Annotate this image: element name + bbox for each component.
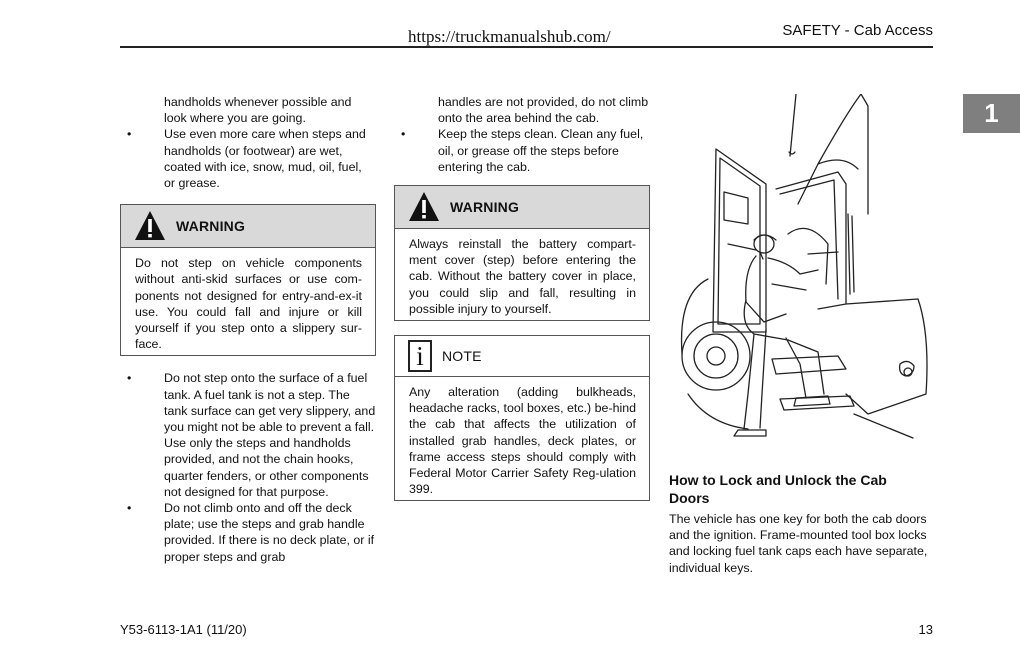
header-rule xyxy=(120,46,933,48)
section-heading: How to Lock and Unlock the Cab Doors xyxy=(669,472,887,506)
warning-box xyxy=(394,185,650,321)
warning-text: Do not step on vehicle components without anti-skid surfaces or use com-ponents not designed for entry-and-ex-it use. You could fall and injure or kill yourself if you step onto a slippery sur-face. xyxy=(135,256,362,352)
list-item-text: Keep the steps clean. Clean any fuel, oil, or grease off the steps before entering the cab. xyxy=(438,127,644,174)
list-item xyxy=(394,126,650,175)
note-title: NOTE xyxy=(442,347,482,364)
warning-title: WARNING xyxy=(176,218,246,235)
column-1 xyxy=(120,94,376,565)
cab-entry-illustration xyxy=(668,94,933,450)
header-url: https://truckmanualshub.com/ xyxy=(408,27,611,46)
bullet-marker: • xyxy=(127,127,132,142)
continued-paragraph: handles are not provided, do not climb onto the area behind the cab. xyxy=(438,95,649,126)
warning-title: WARNING xyxy=(450,198,520,215)
list-item xyxy=(120,500,376,565)
info-i-icon: i xyxy=(408,340,432,372)
note-header xyxy=(395,336,649,377)
warning-text: Always reinstall the battery compart-ment cover (step) before entering the cab. Without the battery cover in place, you could slip and fall, resulting in possible injury to yourself. xyxy=(409,237,636,316)
note-box xyxy=(394,335,650,501)
list-item xyxy=(120,370,376,500)
warning-triangle-icon xyxy=(134,210,166,242)
column-2 xyxy=(394,94,650,515)
bullet-marker: • xyxy=(127,501,132,516)
list-item xyxy=(120,126,376,191)
list-item-text: Do not climb onto and off the deck plate; use the steps and grab handle provided. If there is no deck plate, or if proper steps and grab xyxy=(164,501,375,564)
page-number: 13 xyxy=(918,622,933,637)
bullet-marker: • xyxy=(127,371,132,386)
continued-paragraph: handholds whenever possible and look where you are going. xyxy=(164,95,352,126)
list-item-text: Do not step onto the surface of a fuel tank. A fuel tank is not a step. The tank surface can get very slippery, and you might not be able to prevent a fall. Use only the steps and handholds provided, and not the chain hooks, quarter fenders, or other components not designed for that purpose. xyxy=(164,371,376,499)
warning-box xyxy=(120,204,376,356)
warning-header xyxy=(121,205,375,248)
bullet-marker: • xyxy=(401,127,406,142)
footer-document-id: Y53-6113-1A1 (11/20) xyxy=(120,622,247,637)
chapter-tab: 1 xyxy=(963,94,1020,133)
warning-triangle-icon xyxy=(408,191,440,223)
header-section-title: SAFETY - Cab Access xyxy=(782,22,933,39)
warning-header xyxy=(395,186,649,229)
note-text: Any alteration (adding bulkheads, headache racks, tool boxes, etc.) be-hind the cab that affects the utilization of installed grab handles, deck plates, or frame access steps should comply with Federal Motor Carrier Safety Reg-ulation 399. xyxy=(409,385,636,497)
list-item-text: Use even more care when steps and handholds (or footwear) are wet, coated with ice, snow, mud, oil, fuel, or grease. xyxy=(164,127,366,191)
section-body-text: The vehicle has one key for both the cab doors and the ignition. Frame-mounted tool box locks and locking fuel tank caps each have separate, individual keys. xyxy=(669,512,928,575)
